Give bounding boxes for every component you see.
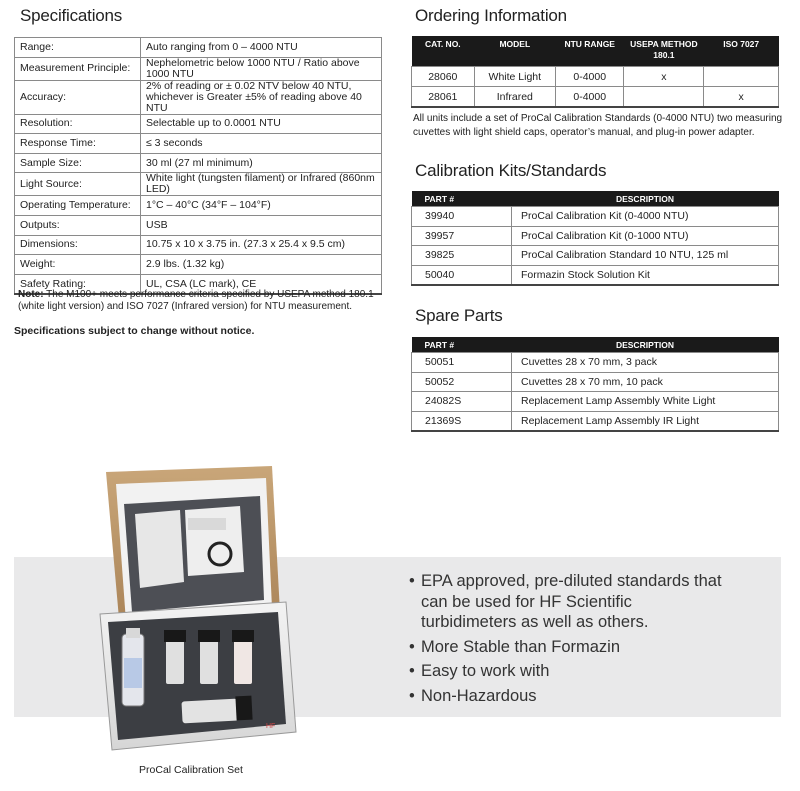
spec-value: 2% of reading or ± 0.02 NTV below 40 NTU, whichever is Greater ±5% of reading above 40 NTU [141,80,382,114]
part-description: Formazin Stock Solution Kit [512,265,779,285]
spare-parts-title: Spare Parts [415,306,503,325]
spec-value: 30 ml (27 ml minimum) [141,153,382,173]
ordering-title: Ordering Information [415,6,567,25]
spec-value: 10.75 x 10 x 3.75 in. (27.3 x 25.4 x 9.5 cm) [141,235,382,255]
ordering-cell: 0-4000 [555,87,623,108]
ordering-header: USEPA METHOD 180.1 [624,36,704,67]
part-description: ProCal Calibration Kit (0-4000 NTU) [512,207,779,227]
part-description: Replacement Lamp Assembly White Light [512,392,779,412]
spec-value: ≤ 3 seconds [141,134,382,154]
spec-value: USB [141,215,382,235]
spec-value: Nephelometric below 1000 NTU / Ratio above 1000 NTU [141,57,382,80]
ordering-row [412,67,779,87]
spare-row [412,353,779,373]
spec-row [15,235,382,255]
part-description: ProCal Calibration Standard 10 NTU, 125 ml [512,246,779,266]
ordering-header: ISO 7027 [704,36,779,67]
spare-row [412,392,779,412]
spec-row [15,57,382,80]
spec-row [15,153,382,173]
part-description: Replacement Lamp Assembly IR Light [512,411,779,431]
specifications-title: Specifications [20,6,123,25]
spec-label: Light Source: [15,173,141,196]
part-number: 21369S [412,411,512,431]
note-label: Note: [18,289,44,300]
spec-value: Selectable up to 0.0001 NTU [141,114,382,134]
part-number: 39825 [412,246,512,266]
part-number: 24082S [412,392,512,412]
photo-caption: ProCal Calibration Set [139,764,243,776]
spec-value: 1°C – 40°C (34°F – 104°F) [141,196,382,216]
part-number: 50052 [412,372,512,392]
spec-label: Accuracy: [15,80,141,114]
spec-row [15,38,382,58]
feature-item: • Easy to work with [409,661,726,682]
spec-label: Range: [15,38,141,58]
spec-value: Auto ranging from 0 – 4000 NTU [141,38,382,58]
spec-label: Weight: [15,255,141,275]
spec-row [15,80,382,114]
spare-header: PART # [412,337,512,353]
spec-row [15,114,382,134]
feature-item: • Non-Hazardous [409,686,726,707]
calibration-row [412,207,779,227]
part-number: 39940 [412,207,512,227]
ordering-header: CAT. NO. [412,36,475,67]
feature-item: • EPA approved, pre-diluted standards that can be used for HF Scientific turbidimeters as well as others. [409,571,726,633]
ordering-row [412,87,779,108]
spec-label: Operating Temperature: [15,196,141,216]
spec-label: Sample Size: [15,153,141,173]
part-number: 50040 [412,265,512,285]
ordering-cell: 0-4000 [555,67,623,87]
ordering-cell [624,87,704,108]
spec-label: Dimensions: [15,235,141,255]
procal-calibration-set-photo [90,462,302,762]
spare-parts-table [411,337,779,432]
spec-value: 2.9 lbs. (1.32 kg) [141,255,382,275]
units-included-text: All units include a set of ProCal Calibration Standards (0-4000 NTU) two measuring cuvettes with light shield caps, operator’s manual, and plug-in power adapter. [413,113,783,138]
calibration-row [412,226,779,246]
part-number: 50051 [412,353,512,373]
spec-row [15,134,382,154]
spec-row [15,215,382,235]
part-description: ProCal Calibration Kit (0-1000 NTU) [512,226,779,246]
ordering-cell: x [624,67,704,87]
specifications-table [14,37,382,295]
spec-label: Measurement Principle: [15,57,141,80]
spec-value: UL, CSA (LC mark), CE [141,274,382,294]
ordering-cell [704,67,779,87]
calibration-header: PART # [412,191,512,207]
spare-header: DESCRIPTION [512,337,779,353]
spare-row [412,372,779,392]
calibration-header: DESCRIPTION [512,191,779,207]
spec-row [15,255,382,275]
ordering-cell: White Light [474,67,555,87]
ordering-cell: x [704,87,779,108]
ordering-cell: 28060 [412,67,475,87]
ordering-header: MODEL [474,36,555,67]
note-text: The M100+ meets performance criteria specified by USEPA method 180.1 (white light version) and ISO 7027 (Infrared version) for NTU measurement. [18,289,374,312]
spec-row [15,196,382,216]
part-number: 39957 [412,226,512,246]
specifications-note [18,289,384,312]
spec-label: Safety Rating: [15,274,141,294]
feature-item: • More Stable than Formazin [409,637,726,658]
part-description: Cuvettes 28 x 70 mm, 10 pack [512,372,779,392]
spec-label: Response Time: [15,134,141,154]
photo-label-mark: HF [266,723,276,730]
calibration-row [412,265,779,285]
spec-value: White light (tungsten filament) or Infrared (860nm LED) [141,173,382,196]
calibration-row [412,246,779,266]
ordering-table [411,36,779,108]
spec-label: Resolution: [15,114,141,134]
ordering-cell: 28061 [412,87,475,108]
spare-row [412,411,779,431]
ordering-header: NTU RANGE [555,36,623,67]
spec-label: Outputs: [15,215,141,235]
ordering-cell: Infrared [474,87,555,108]
part-description: Cuvettes 28 x 70 mm, 3 pack [512,353,779,373]
change-notice: Specifications subject to change without notice. [14,325,255,337]
features-list [409,571,726,710]
calibration-table [411,191,779,286]
spec-row [15,173,382,196]
calibration-title: Calibration Kits/Standards [415,161,607,180]
